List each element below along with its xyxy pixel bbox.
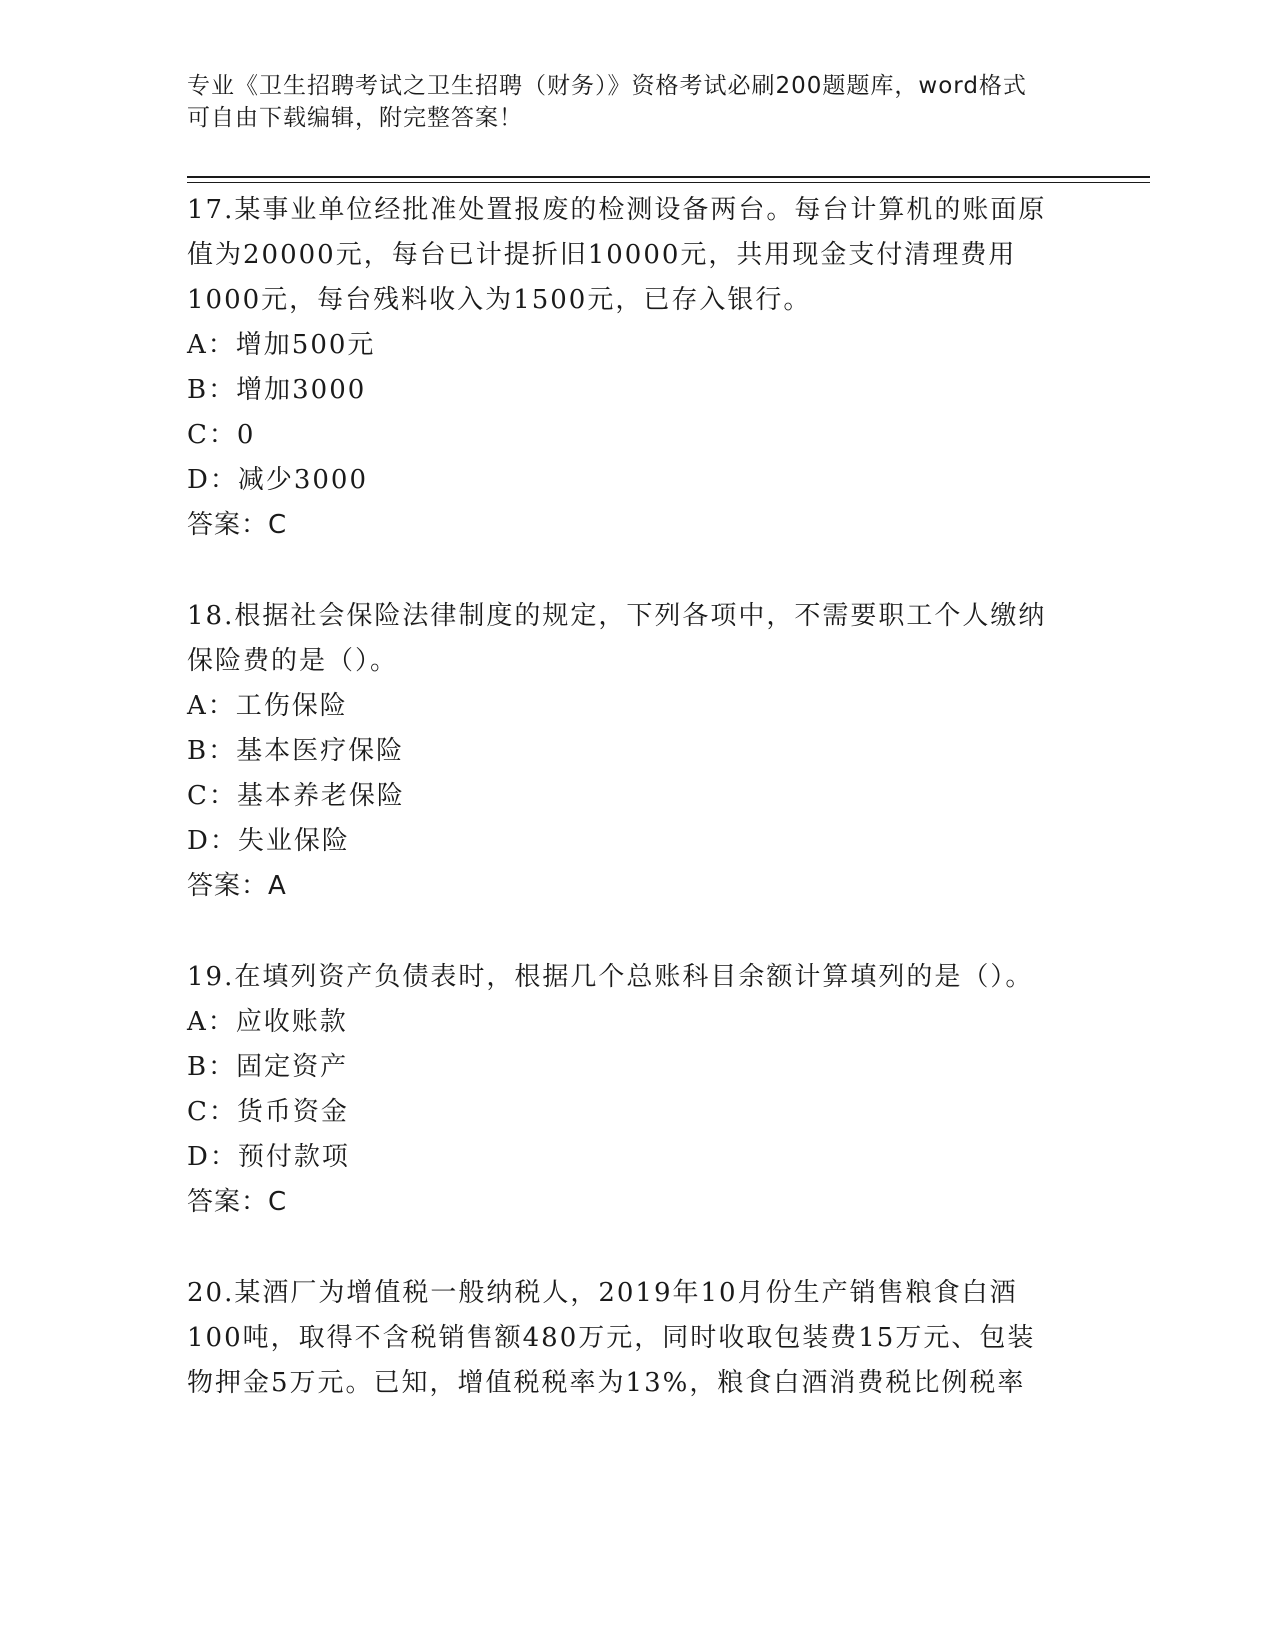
question-stem-line: 100吨，取得不含税销售额480万元，同时收取包装费15万元、包装: [187, 1323, 1036, 1353]
header-line-1: 专业《卫生招聘考试之卫生招聘（财务）》资格考试必刷200题题库，word格式: [187, 73, 1027, 99]
option-d: D：减少3000: [187, 465, 369, 495]
option-c: C：0: [187, 420, 256, 450]
question-stem-line: 值为20000元，每台已计提折旧10000元，共用现金支付清理费用: [187, 240, 1017, 270]
option-a: A：应收账款: [187, 1007, 348, 1037]
question-stem-line: 17.某事业单位经批准处置报废的检测设备两台。每台计算机的账面原: [187, 195, 1047, 225]
option-d: D：预付款项: [187, 1142, 350, 1172]
document-header: [187, 70, 1087, 134]
question-stem-line: 物押金5万元。已知，增值税税率为13%，粮食白酒消费税比例税率: [187, 1368, 1026, 1398]
answer-line: 答案：A: [187, 871, 287, 901]
option-b: B：增加3000: [187, 375, 367, 405]
header-line-2: 可自由下载编辑，附完整答案！: [187, 105, 523, 131]
option-c: C：基本养老保险: [187, 781, 405, 811]
answer-line: 答案：C: [187, 1187, 288, 1217]
option-d: D：失业保险: [187, 826, 350, 856]
question-stem-line: 1000元，每台残料收入为1500元，已存入银行。: [187, 285, 812, 315]
question-stem-line: 保险费的是（）。: [187, 646, 399, 676]
option-c: C：货币资金: [187, 1097, 349, 1127]
question-17: [187, 188, 1087, 548]
option-b: B：基本医疗保险: [187, 736, 405, 766]
header-divider-thin: [187, 182, 1150, 183]
option-a: A：工伤保险: [187, 691, 348, 721]
answer-line: 答案：C: [187, 510, 288, 540]
question-stem-line: 18.根据社会保险法律制度的规定，下列各项中，不需要职工个人缴纳: [187, 601, 1047, 631]
option-a: A：增加500元: [187, 330, 376, 360]
option-b: B：固定资产: [187, 1052, 349, 1082]
question-stem-line: 20.某酒厂为增值税一般纳税人，2019年10月份生产销售粮食白酒: [187, 1278, 1018, 1308]
question-stem-line: 19.在填列资产负债表时，根据几个总账科目余额计算填列的是（）。: [187, 962, 1034, 992]
header-divider-thick: [187, 176, 1150, 178]
question-19: [187, 955, 1087, 1225]
question-18: [187, 594, 1087, 909]
question-list: [187, 188, 1087, 1406]
question-20: [187, 1271, 1087, 1406]
